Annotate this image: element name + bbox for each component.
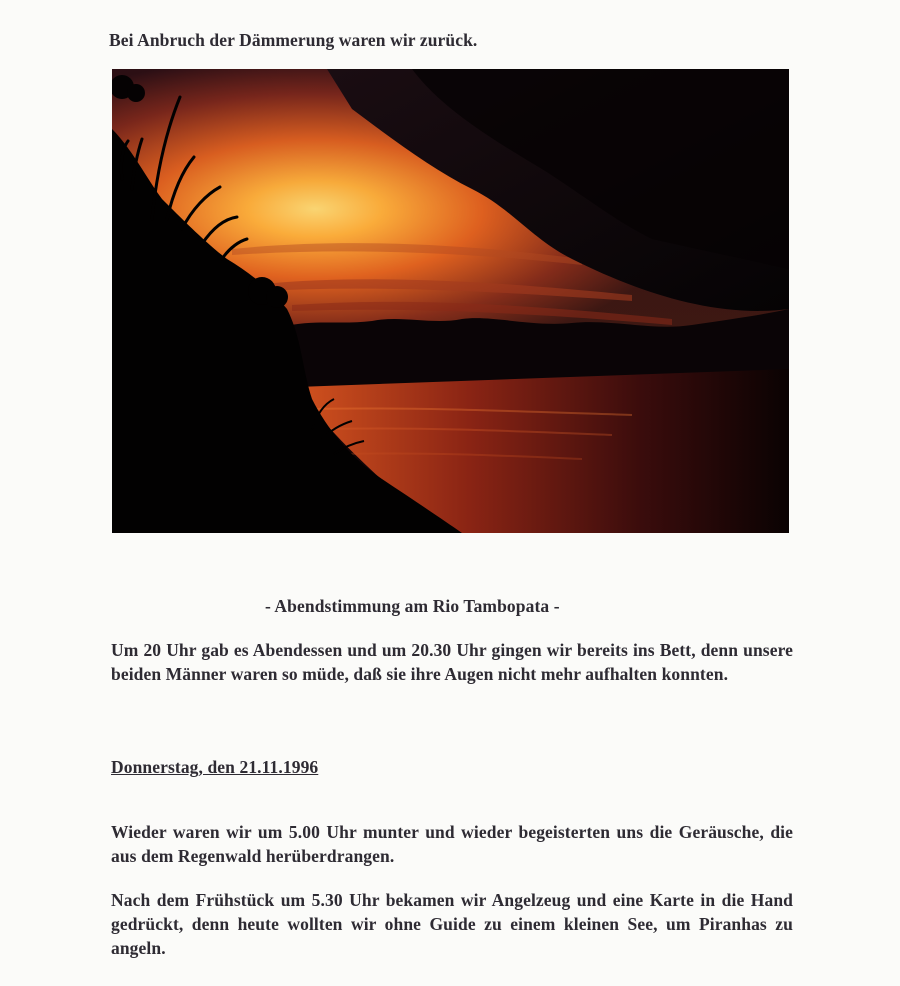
date-heading: Donnerstag, den 21.11.1996 (111, 757, 319, 777)
paragraph-breakfast: Nach dem Frühstück um 5.30 Uhr bekamen wir Angelzeug und eine Karte in die Hand gedrückt, denn heute wollten wir ohne Guide zu einem kleinen See, um Piranhas zu angeln. (111, 890, 793, 958)
photo-caption: - Abendstimmung am Rio Tambopata - (265, 596, 560, 616)
intro-text: Bei Anbruch der Dämmerung waren wir zurück. (109, 30, 478, 50)
paragraph-dinner: Um 20 Uhr gab es Abendessen und um 20.30 Uhr gingen wir bereits ins Bett, denn unsere beiden Männer waren so müde, daß sie ihre Augen nicht mehr aufhalten konnten. (111, 640, 793, 684)
sunset-photo (112, 69, 789, 533)
paragraph-morning: Wieder waren wir um 5.00 Uhr munter und wieder begeisterten uns die Geräusche, die aus dem Regenwald herüberdrangen. (111, 822, 793, 866)
